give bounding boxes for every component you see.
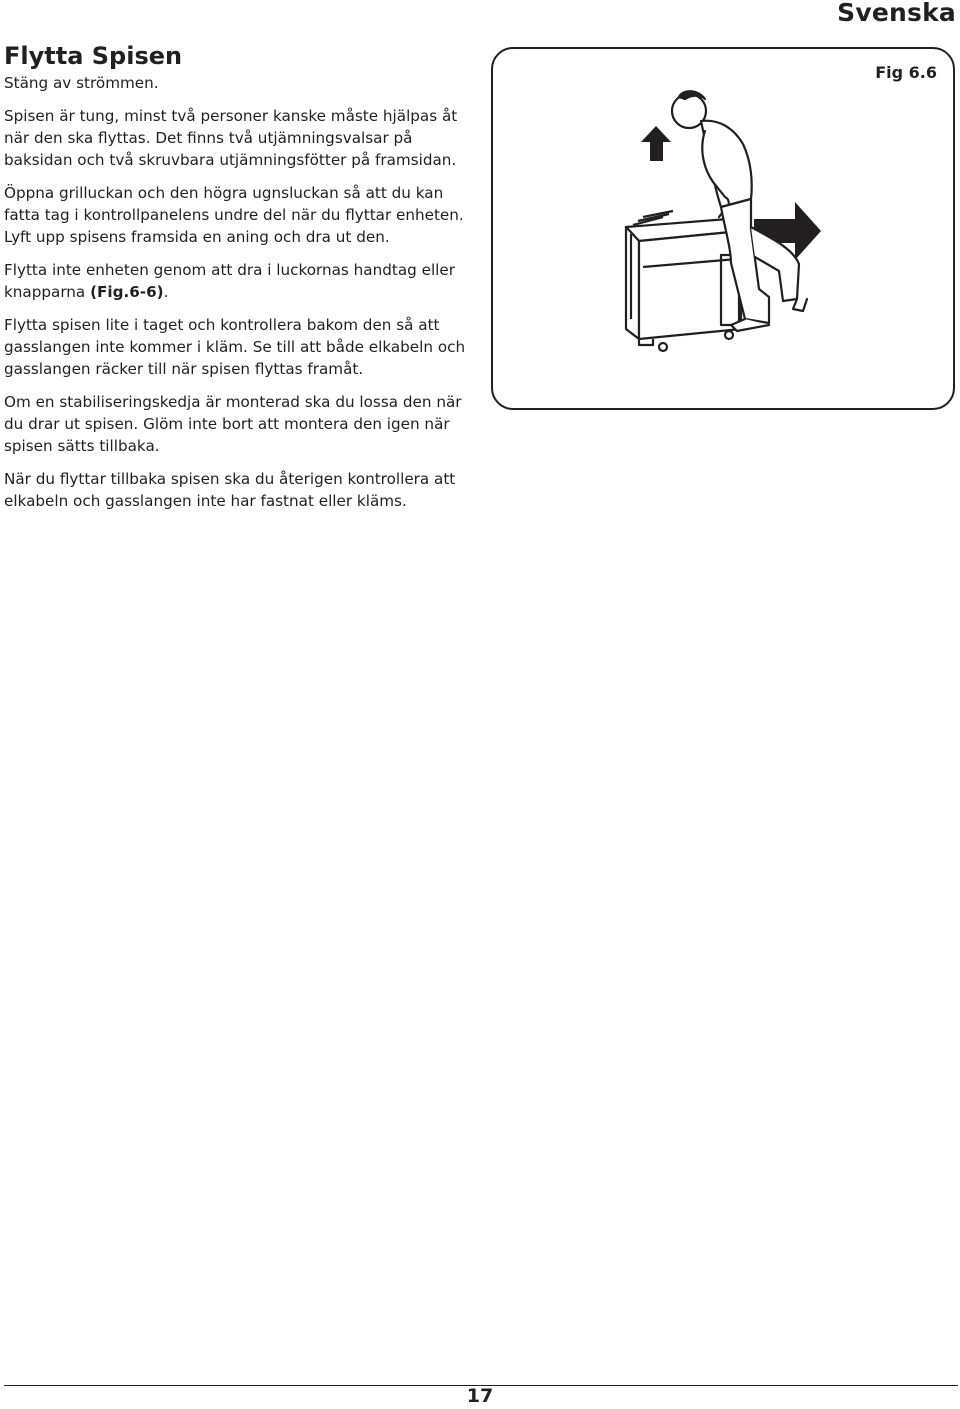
subtitle: Stäng av strömmen. — [4, 74, 159, 92]
paragraph-move-back: När du flyttar tillbaka spisen ska du återigen kontrollera att elkabeln och gasslangen inte har fastnat eller kläms. — [4, 470, 456, 510]
cooker-icon — [626, 211, 741, 351]
language-header: Svenska — [837, 0, 956, 27]
section-title: Flytta Spisen — [4, 42, 183, 70]
figure-reference: (Fig.6-6) — [90, 283, 164, 301]
paragraph-stability-chain: Om en stabiliseringskedja är monterad ska du lossa den när du drar ut spisen. Glöm inte bort att montera den igen när spisen sätts tillbaka. — [4, 393, 462, 455]
up-arrow-icon — [641, 126, 671, 161]
instruction-text — [4, 72, 474, 523]
warning-end: . — [163, 283, 169, 301]
figure-illustration — [493, 49, 953, 408]
figure-frame — [491, 47, 955, 410]
figure-label: Fig 6.6 — [875, 63, 937, 82]
paragraph-weight: Spisen är tung, minst två personer kanske måste hjälpas åt när den ska flyttas. Det finns två utjämningsvalsar på baksidan och två skruvbara utjämningsfötter på framsidan. — [4, 107, 458, 169]
page-number: 17 — [466, 1385, 494, 1407]
paragraph-warning — [4, 259, 474, 303]
warning-text: Flytta inte enheten genom att dra i luckornas handtag eller knapparna — [4, 261, 455, 301]
paragraph-open-doors: Öppna grilluckan och den högra ugnsluckan så att du kan fatta tag i kontrollpanelens undre del när du flyttar enheten. Lyft upp spisens framsida en aning och dra ut den. — [4, 184, 464, 246]
paragraph-gas-hose: Flytta spisen lite i taget och kontrollera bakom den så att gasslangen inte kommer i kläm. Se till att både elkabeln och gasslangen räcker till när spisen flyttas framåt. — [4, 316, 466, 378]
